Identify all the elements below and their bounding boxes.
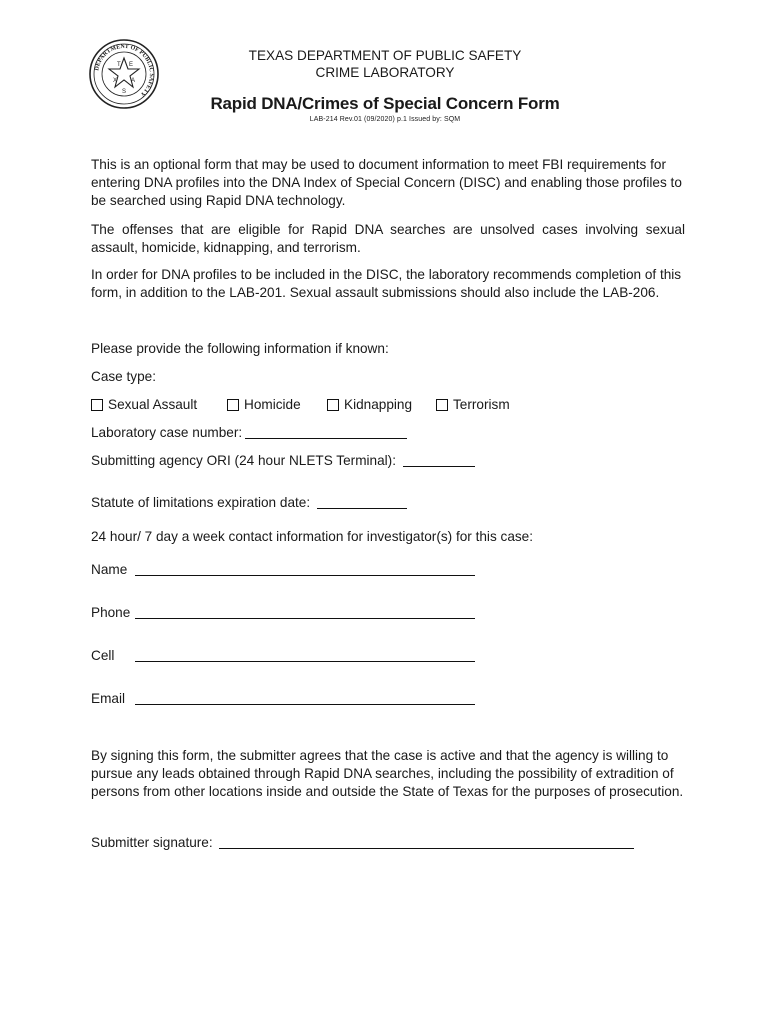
- intro-paragraph-3: In order for DNA profiles to be included in the DISC, the laboratory recommends completion of this form, in addition to the LAB-201. Sexual assault submissions should also include the LAB-206.: [91, 267, 682, 300]
- seal-letter-x: X: [113, 78, 118, 84]
- contact-prompt: 24 hour/ 7 day a week contact information for investigator(s) for this case:: [91, 529, 534, 544]
- checkbox-sexual-assault[interactable]: [91, 396, 197, 414]
- revision-line: LAB-214 Rev.01 (09/2020) p.1 Issued by: SQM: [309, 116, 461, 123]
- phone-field[interactable]: [135, 618, 475, 619]
- name-label: Name: [91, 562, 128, 577]
- checkbox-homicide[interactable]: [227, 396, 301, 414]
- seal-outer-text: DEPARTMENT OF PUBLIC SAFETY: [94, 43, 155, 98]
- form-title: Rapid DNA/Crimes of Special Concern Form: [210, 94, 560, 113]
- lab-name: CRIME LABORATORY: [315, 65, 455, 80]
- statute-date-label: Statute of limitations expiration date:: [91, 495, 311, 510]
- lab-case-number-label: Laboratory case number:: [91, 425, 243, 440]
- seal-letter-e: E: [129, 62, 134, 68]
- case-type-label: Case type:: [91, 369, 156, 384]
- cell-field[interactable]: [135, 661, 475, 662]
- cell-label: Cell: [91, 648, 115, 663]
- checkbox-box[interactable]: [91, 399, 103, 411]
- email-field[interactable]: [135, 704, 475, 705]
- phone-label: Phone: [91, 605, 131, 620]
- checkbox-box[interactable]: [436, 399, 448, 411]
- checkbox-label: Terrorism: [453, 397, 510, 412]
- intro-paragraph-1: This is an optional form that may be used to document information to meet FBI requirements for entering DNA profiles into the DNA Index of Special Concern (DISC) and enabling those profiles to be searched using Rapid DNA technology.: [91, 157, 682, 208]
- seal-letter-s: S: [122, 89, 127, 95]
- agreement-paragraph: By signing this form, the submitter agrees that the case is active and that the agency is willing to pursue any leads obtained through Rapid DNA searches, including the possibility of extradition of persons from other locations inside and outside the State of Texas for the purposes of prosecution.: [91, 748, 684, 799]
- signature-label: Submitter signature:: [91, 835, 213, 850]
- intro-paragraph-2: The offenses that are eligible for Rapid DNA searches are unsolved cases involving sexual assault, homicide, kidnapping, and terrorism.: [91, 222, 685, 255]
- name-field[interactable]: [135, 575, 475, 576]
- agency-name: TEXAS DEPARTMENT OF PUBLIC SAFETY: [248, 48, 522, 63]
- agency-ori-label: Submitting agency ORI (24 hour NLETS Terminal):: [91, 453, 396, 468]
- lab-case-number-field[interactable]: [245, 438, 407, 439]
- email-label: Email: [91, 691, 125, 706]
- checkbox-box[interactable]: [327, 399, 339, 411]
- checkbox-label: Kidnapping: [344, 397, 413, 412]
- agency-header: [120, 47, 650, 81]
- statute-date-field[interactable]: [317, 508, 407, 509]
- seal-letter-t: T: [117, 62, 121, 68]
- agency-ori-field[interactable]: [403, 466, 475, 467]
- checkbox-kidnapping[interactable]: [327, 396, 412, 414]
- form-prompt: Please provide the following information if known:: [91, 341, 389, 356]
- signature-field[interactable]: [219, 848, 634, 849]
- checkbox-terrorism[interactable]: [436, 396, 510, 414]
- checkbox-label: Sexual Assault: [108, 397, 198, 412]
- checkbox-label: Homicide: [244, 397, 301, 412]
- checkbox-box[interactable]: [227, 399, 239, 411]
- seal-letter-a: A: [131, 78, 136, 84]
